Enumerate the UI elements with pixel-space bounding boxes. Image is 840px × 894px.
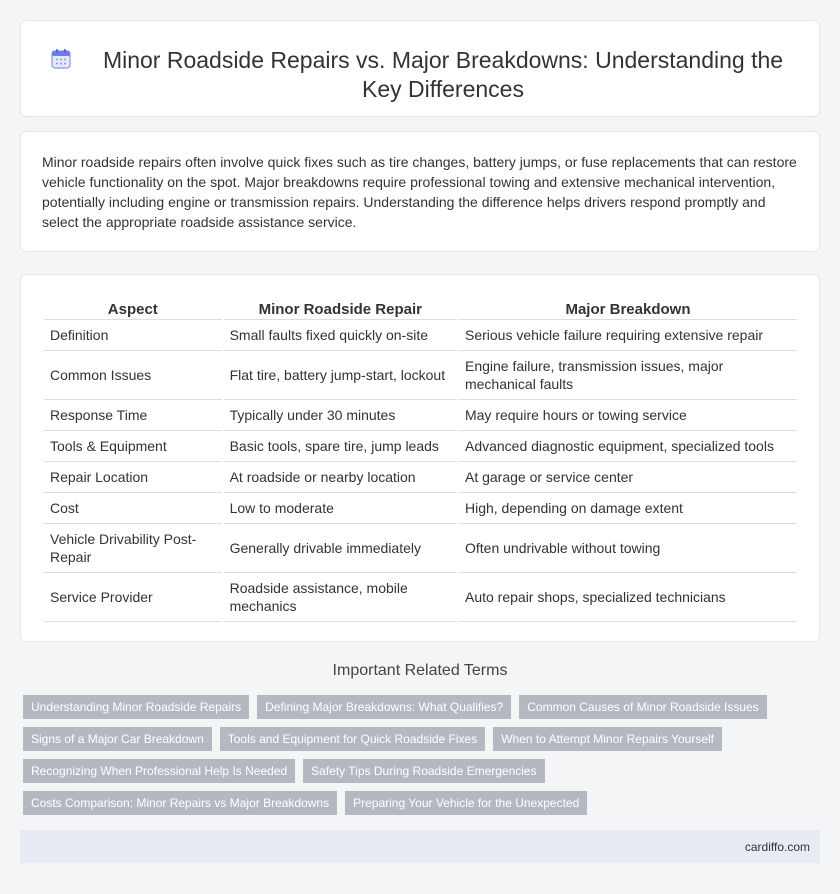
related-tag[interactable]: Signs of a Major Car Breakdown <box>23 727 212 751</box>
cell-minor: Low to moderate <box>224 493 457 524</box>
cell-aspect: Service Provider <box>44 573 222 622</box>
table-row <box>44 320 797 351</box>
page-title: Minor Roadside Repairs vs. Major Breakdowns: Understanding the Key Differences <box>102 47 784 102</box>
related-tag[interactable]: Preparing Your Vehicle for the Unexpected <box>345 791 587 815</box>
cell-minor: Basic tools, spare tire, jump leads <box>224 431 457 462</box>
cell-minor: Flat tire, battery jump-start, lockout <box>224 351 457 400</box>
intro-card <box>20 131 820 252</box>
cell-minor: Typically under 30 minutes <box>224 400 457 431</box>
cell-aspect: Cost <box>44 493 222 524</box>
cell-major: High, depending on damage extent <box>459 493 797 524</box>
comparison-table <box>42 295 799 622</box>
cell-aspect: Response Time <box>44 400 222 431</box>
column-header-major: Major Breakdown <box>459 295 797 320</box>
related-tags-row <box>23 727 722 751</box>
related-tag[interactable]: When to Attempt Minor Repairs Yourself <box>493 727 722 751</box>
cell-minor: Roadside assistance, mobile mechanics <box>224 573 457 622</box>
intro-paragraph: Minor roadside repairs often involve quick fixes such as tire changes, battery jumps, or fuse replacements that can restore vehicle functionality on the spot. Major breakdowns require professional towing and extensive mechanical intervention, potentially including engine or transmission repairs. Understanding the difference helps drivers respond promptly and select the appropriate roadside assistance service. <box>42 154 797 230</box>
table-row <box>44 524 797 573</box>
cell-major: Advanced diagnostic equipment, specialized tools <box>459 431 797 462</box>
cell-aspect: Tools & Equipment <box>44 431 222 462</box>
cell-major: Auto repair shops, specialized technicians <box>459 573 797 622</box>
related-terms-heading: Important Related Terms <box>332 662 508 679</box>
cell-major: At garage or service center <box>459 462 797 493</box>
header-card <box>20 20 820 117</box>
cell-minor: Generally drivable immediately <box>224 524 457 573</box>
cell-major: Often undrivable without towing <box>459 524 797 573</box>
cell-minor: At roadside or nearby location <box>224 462 457 493</box>
cell-major: Engine failure, transmission issues, major mechanical faults <box>459 351 797 400</box>
calendar-icon <box>50 48 72 70</box>
cell-minor: Small faults fixed quickly on-site <box>224 320 457 351</box>
table-row <box>44 493 797 524</box>
table-row <box>44 400 797 431</box>
related-tags-row <box>23 695 767 719</box>
related-tag[interactable]: Safety Tips During Roadside Emergencies <box>303 759 544 783</box>
table-row <box>44 462 797 493</box>
related-tag[interactable]: Defining Major Breakdowns: What Qualifies? <box>257 695 511 719</box>
table-header-row <box>44 295 797 320</box>
cell-aspect: Common Issues <box>44 351 222 400</box>
footer <box>20 830 820 863</box>
related-tag[interactable]: Costs Comparison: Minor Repairs vs Major Breakdowns <box>23 791 337 815</box>
cell-aspect: Definition <box>44 320 222 351</box>
related-tag[interactable]: Recognizing When Professional Help Is Needed <box>23 759 295 783</box>
related-tags-row <box>23 791 587 815</box>
cell-aspect: Vehicle Drivability Post-Repair <box>44 524 222 573</box>
related-tag[interactable]: Tools and Equipment for Quick Roadside Fixes <box>220 727 485 751</box>
related-tags-row <box>23 759 545 783</box>
column-header-minor: Minor Roadside Repair <box>224 295 457 320</box>
table-row <box>44 573 797 622</box>
table-row <box>44 431 797 462</box>
table-row <box>44 351 797 400</box>
cell-major: Serious vehicle failure requiring extensive repair <box>459 320 797 351</box>
related-tag[interactable]: Common Causes of Minor Roadside Issues <box>519 695 766 719</box>
cell-aspect: Repair Location <box>44 462 222 493</box>
comparison-card <box>20 274 820 642</box>
column-header-aspect: Aspect <box>44 295 222 320</box>
related-tag[interactable]: Understanding Minor Roadside Repairs <box>23 695 249 719</box>
cell-major: May require hours or towing service <box>459 400 797 431</box>
footer-site-link[interactable]: cardiffo.com <box>744 840 810 854</box>
